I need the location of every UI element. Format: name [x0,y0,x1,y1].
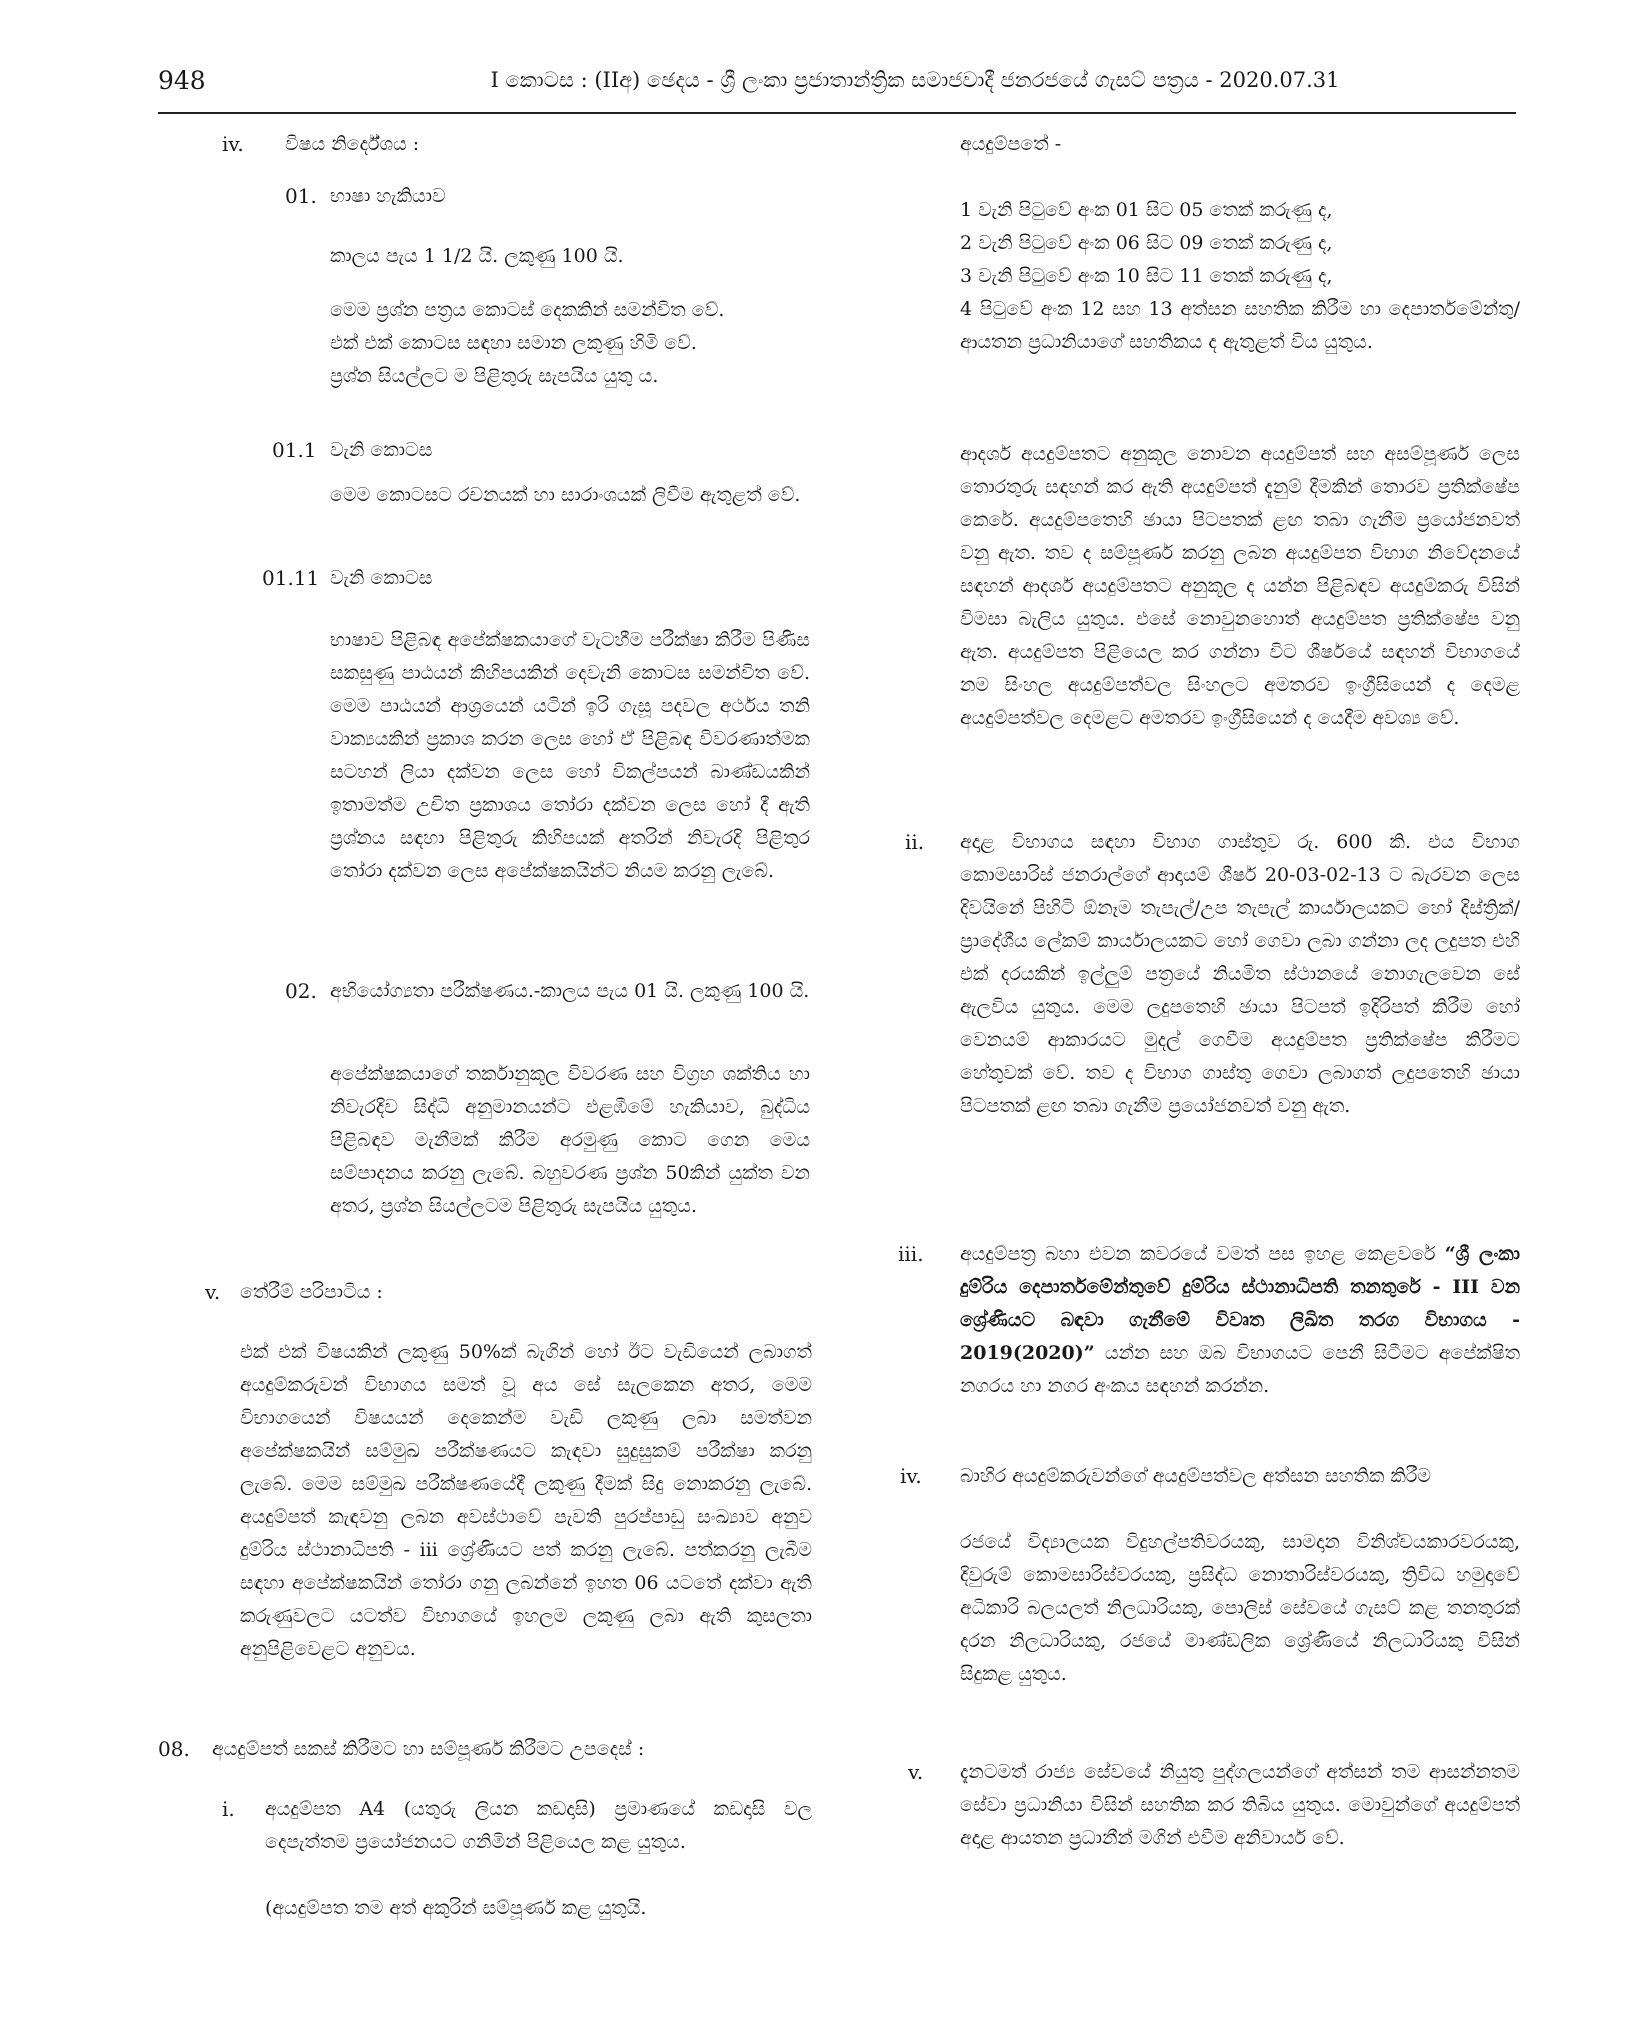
section-iii-text [960,1238,1520,1403]
section-i-text: අයදුම්පත A4 (යතුරු ලියන කඩදාසි) ප්‍රමාණයේ කඩදාසි වල දෙපැත්තම ප්‍රයෝජනයට ගනිමින් පිළියෙල කළ යුතුය. [265,1798,812,1853]
section-iii-marker: iii. [898,1242,924,1266]
section-iii-pre: අයදුම්පත්‍ර බහා එවන කවරයේ වමත් පස ඉහළ කෙළවරේ [960,1243,1445,1265]
section-01-description [330,294,810,393]
right-intro: අයදුම්පතේ - [960,133,1062,155]
section-01-para-1: මෙම ප්‍රශ්න පත්‍රය කොටස් දෙකකින් සමන්විත වේ. [330,299,725,321]
section-v-marker: v. [205,1280,221,1304]
right-application-note: ආදර්ශ අයදුම්පතට අනුකූල නොවන අයදුම්පත් සහ අසම්පූර්ණ ලෙස තොරතුරු සඳහන් කර ඇති අයදුම්පත් දැනුම් දීමකින් තොරව ප්‍රතික්ෂේප කෙරේ. අයදුම්පතෙහි ඡායා පිටපතක් ළඟ තබා ගැනීම ප්‍රයෝජනවත් වනු ඇත. තව ද සම්පූර්ණ කරනු ලබන අයදුම්පත විභාග නිවේදනයේ සඳහන් ආදර්ශ අයදුම්පතට අනුකූල ද යන්න පිළිබඳව අයදුම්කරු විසින් විමසා බැලිය යුතුය. එසේ නොවුනහොත් අයදුම්පත ප්‍රතික්ෂේප වනු ඇත. අයදුම්පත පිළියෙල කර ගන්නා විට ශීර්ෂයේ සඳහන් විභාගයේ නම සිංහල අයදුම්පත්වල සිංහලට අමතරව ඉංග්‍රීසියෙන් ද දෙමළ අයදුම්පත්වල දෙමළට අමතරව ඉංග්‍රීසියෙන් ද යෙදීම අවශ්‍ය වේ. [960,443,1520,729]
section-ii-marker: ii. [905,830,925,854]
section-01-1-heading: වැනි කොටස [330,439,433,461]
section-02-text: අපේක්ෂකයාගේ තර්කානුකූල විවරණ සහ විග්‍රහ ශක්තිය හා නිවැරදිව සිද්ධි අනුමානයන්ට එළඹීමේ හැකියාව, බුද්ධිය පිළිබඳව මැනීමක් කිරීම අරමුණු කොට ගෙන මෙය සම්පාදනය කරනු ලැබේ. බහුවරණ ප්‍රශ්න 50කින් යුක්ත වන අතර, ප්‍රශ්න සියල්ලටම පිළිතුරු සැපයිය යුතුය. [330,1063,810,1217]
section-v-right-marker: v. [908,1760,924,1784]
section-iv-heading: විෂය නිර්දේශය : [285,133,420,155]
section-01-marker: 01. [285,184,317,208]
section-v-heading: තේරීම් පරිපාටිය : [240,1281,383,1303]
section-v-text: එක් එක් විෂයකින් ලකුණු 50%ක් බැගින් හෝ ඊට වැඩියෙන් ලබාගත් අයදුම්කරුවන් විභාගය සමත් වූ අය සේ සැලකෙන අතර, මෙම විභාගයෙන් විෂයයන් දෙකෙන්ම වැඩි ලකුණු ලබා සමත්වන අපේක්ෂකයින් සම්මුඛ පරීක්ෂණයට කැඳවා සුදුසුකම් පරීක්ෂා කරනු ලැබේ. මෙම සම්මුඛ පරීක්ෂණයේදී ලකුණු දීමක් සිදු නොකරනු ලැබේ. අයදුම්පත් කැඳවනු ලබන අවස්ථාවේ පැවති පුරප්පාඩු සංඛ්‍යාව අනුව දුම්රිය ස්ථානාධිපති - iii ශ්‍රේණියට පත් කරනු ලැබේ. පත්කරනු ලැබීම සඳහා අපේක්ෂකයින් තෝරා ගනු ලබන්නේ ඉහත 06 යටතේ දක්වා ඇති කරුණුවලට යටත්ව විභාගයේ ඉහලම ලකුණු ලබා ඇති කුසලතා අනුපිළිවෙළට අනුවය. [240,1341,812,1660]
section-01-para-2: එක් එක් කොටස සඳහා සමාන ලකුණු හිමි වේ. [330,332,697,354]
page-header-title: I කොටස : (IIඅ) ඡෙදය - ශ්‍රී ලංකා ප්‍රජාතාන්ත්‍රික සමාජවාදී ජනරජයේ ගැසට් පත්‍රය - 2020.07.31 [490,68,1340,92]
page-number: 948 [158,66,206,95]
section-01-11-text: භාෂාව පිළිබඳ අපේක්ෂකයාගේ වැටහීම පරීක්ෂා කිරීම පිණිස සකසුණු පාඨයන් කිහිපයකින් දෙවැනි කොටස සමන්විත වේ. මෙම පාඨයන් ආශ්‍රයෙන් යටින් ඉරි ගැසූ පදවල අර්ථය තනි වාක්‍යයකින් ප්‍රකාශ කරන ලෙස හෝ ඒ පිළිබඳ විවරණාත්මක සටහන් ලියා දක්වන ලෙස හෝ විකල්පයන් බාණ්ඩයකින් ඉතාමත්ම උචිත ප්‍රකාශය තෝරා දක්වන ලෙස හෝ දී ඇති ප්‍රශ්නය සඳහා පිළිතුරු කිහිපයක් අතරින් නිවැරදි පිළිතුර තෝරා දක්වන ලෙස අපේක්ෂකයින්ට නියම කරනු ලැබේ. [330,629,810,882]
section-08-marker: 08. [158,1737,190,1761]
section-01-time: කාලය පැය 1 1/2 යි. ලකුණු 100 යි. [330,245,624,267]
right-page-line-4: 4 පිටුවේ අංක 12 සහ 13 අත්සන සහතික කිරීම හා දෙපාර්තමේන්තු/ආයතන ප්‍රධානියාගේ සහතිකය ද ඇතුළත් විය යුතුය. [960,298,1520,353]
section-i-marker: i. [222,1797,235,1821]
section-01-para-3: ප්‍රශ්න සියල්ලට ම පිළිතුරු සැපයිය යුතු ය. [330,365,659,387]
section-08-heading: අයදුම්පත් සකස් කිරීමට හා සම්පූර්ණ කිරීමට උපදෙස් : [212,1738,645,1760]
right-page-line-2: 2 වැනි පිටුවේ අංක 06 සිට 09 තෙක් කරුණු ද, [960,232,1333,254]
header-divider [158,112,1516,114]
section-01-11-marker: 01.11 [262,566,320,590]
right-page-line-3: 3 වැනි පිටුවේ අංක 10 සිට 11 තෙක් කරුණු ද, [960,265,1333,287]
section-01-11-heading: වැනි කොටස [330,567,433,589]
section-iv-right-text: රජයේ විද්‍යාලයක විදුහල්පතිවරයකු, සාමදාන විනිශ්චයකාරවරයකු, දිවුරුම් කොමසාරිස්වරයකු, ප්‍රසිද්ධ නොතාරිස්වරයකු, ත්‍රිවිධ හමුදාවේ අධිකාරි බලයලත් නිලධාරියකු, පොලිස් සේවයේ ගැසට් කළ තනතුරක් දරන නිලධාරියකු, රජයේ මාණ්ඩලික ශ්‍රේණියේ නිලධාරියකු විසින් සිදුකළ යුතුය. [960,1531,1520,1685]
section-01-heading: භාෂා හැකියාව [330,185,446,207]
section-i-note: (අයදුම්පත තම අත් අකුරින් සම්පූර්ණ කළ යුතුයි. [265,1897,647,1919]
right-page-list [960,194,1520,359]
section-v-right-text: දැනටමත් රාජ්‍ය සේවයේ නියුතු පුද්ගලයන්ගේ අත්සන් තම ආසන්නතම සේවා ප්‍රධානියා විසින් සහතික කර තිබිය යුතුය. මොවුන්ගේ අයදුම්පත් අදාළ ආයතන ප්‍රධානීන් මගින් එවීම අනිවාර්ය වේ. [960,1761,1520,1849]
section-01-1-marker: 01.1 [272,438,317,462]
section-iv-marker: iv. [222,132,244,156]
section-02-marker: 02. [285,979,317,1003]
section-ii-text: අදාළ විභාගය සඳහා විභාග ගාස්තුව රු. 600 කි. එය විභාග කොමසාරිස් ජනරාල්ගේ ආදායම් ශීර්ෂ 20-03-02-13 ට බැරවන ලෙස දිවයිනේ පිහිටි ඕනෑම තැපැල්/උප තැපැල් කාර්යාලයකට හෝ දිස්ත්‍රික්/ප්‍රාදේශීය ලේකම් කාර්යාලයකට හෝ ගෙවා ලබා ගන්නා ලද ලදුපත එහි එක් දරයකින් ඉල්ලුම් පත්‍රයේ නියමිත ස්ථානයේ නොගැලවෙන සේ ඇලවිය යුතුය. මෙම ලදුපතෙහි ඡායා පිටපත් ඉදිරිපත් කිරීම හෝ වෙනයම් ආකාරයට මුදල් ගෙවීම අයදුම්පත ප්‍රතික්ෂේප කිරීමට හේතුවක් වේ. තව ද විභාග ගාස්තු ගෙවා ලබාගත් ලදුපතෙහි ඡායා පිටපතක් ළඟ තබා ගැනීම ප්‍රයෝජනවත් වනු ඇත. [960,831,1520,1117]
section-02-heading: අභියෝග්‍යතා පරීක්ෂණය.-කාලය පැය 01 යි. ලකුණු 100 යි. [330,980,810,1002]
section-iii-post: යන්න සහ ඔබ විභාගයට පෙනී සිටීමට අපේක්ෂිත නගරය හා නගර අංකය සඳහන් කරන්න. [960,1342,1520,1397]
right-page-line-1: 1 වැනි පිටුවේ අංක 01 සිට 05 තෙක් කරුණු ද, [960,199,1333,221]
section-iv-right-heading: බාහිර අයදුම්කරුවන්ගේ අයදුම්පත්වල අත්සන සහතික කිරීම [960,1465,1432,1487]
section-01-1-text: මෙම කොටසට රචනයක් හා සාරාංශයක් ලිවීම ඇතුළත් වේ. [330,484,801,506]
section-iii-exam-title: “ශ්‍රී ලංකා දුම්රිය දෙපාර්තමේන්තුවේ දුම්රිය ස්ථානාධිපති තනතුරේ - III වන ශ්‍රේණියට බඳවා ගැනීමේ විවෘත ලිඛිත තරග විභාගය - 2019(2020)” [960,1243,1520,1364]
section-iv-right-marker: iv. [900,1464,922,1488]
